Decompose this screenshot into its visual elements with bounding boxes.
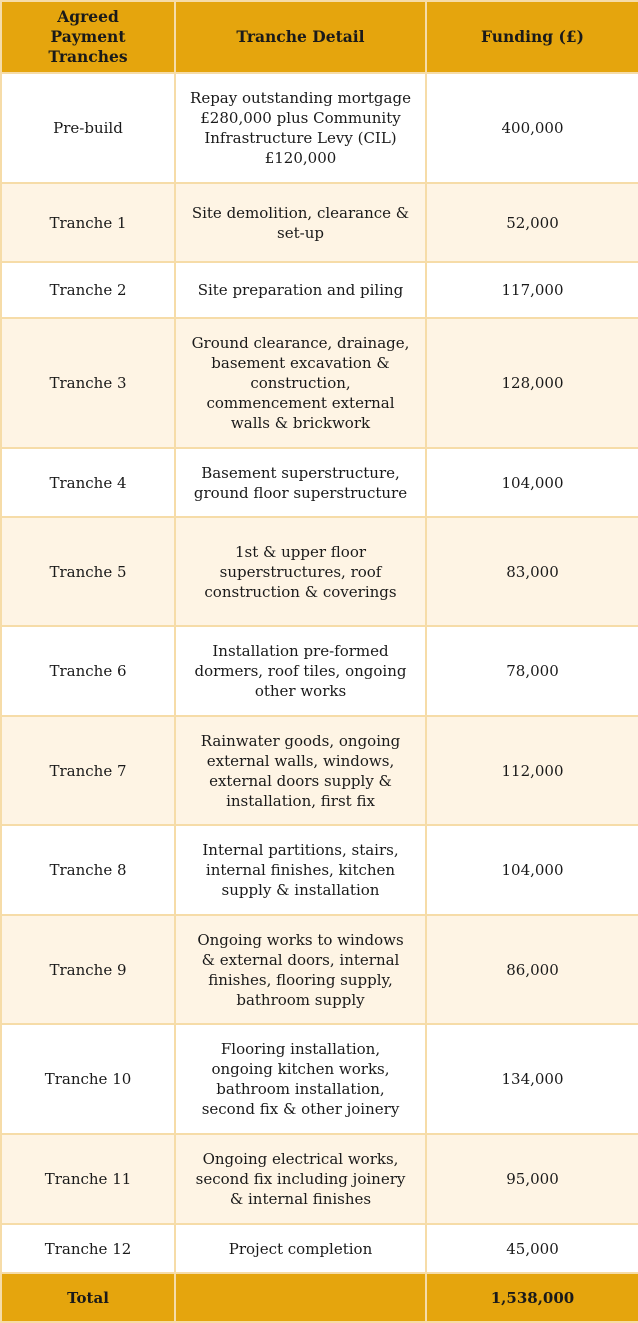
detail-cell: Ongoing electrical works, second fix including joinery & internal finishes [175,1134,426,1224]
detail-cell: Installation pre-formed dormers, roof tiles, ongoing other works [175,626,426,716]
table-row [1,318,638,448]
detail-cell: Ongoing works to windows & external doors, internal finishes, flooring supply, bathroom supply [175,915,426,1024]
header-funding: Funding (£) [426,1,638,73]
tranche-cell: Tranche 1 [1,183,175,262]
funding-cell: 104,000 [426,448,638,517]
total-funding: 1,538,000 [426,1273,638,1322]
tranche-cell: Tranche 3 [1,318,175,448]
detail-cell: Ground clearance, drainage, basement excavation & construction, commencement external walls & brickwork [175,318,426,448]
tranche-cell: Tranche 4 [1,448,175,517]
header-detail: Tranche Detail [175,1,426,73]
table-row [1,915,638,1024]
funding-cell: 117,000 [426,262,638,318]
funding-cell: 400,000 [426,73,638,183]
table-row [1,825,638,915]
tranche-cell: Tranche 7 [1,716,175,825]
table-row [1,1024,638,1134]
detail-cell: Site preparation and piling [175,262,426,318]
table-row [1,626,638,716]
tranche-cell: Tranche 5 [1,517,175,626]
funding-cell: 95,000 [426,1134,638,1224]
funding-cell: 78,000 [426,626,638,716]
tranche-cell: Tranche 9 [1,915,175,1024]
table-row [1,1134,638,1224]
detail-cell: Internal partitions, stairs, internal finishes, kitchen supply & installation [175,825,426,915]
tranche-cell: Tranche 11 [1,1134,175,1224]
funding-cell: 112,000 [426,716,638,825]
detail-cell: 1st & upper floor superstructures, roof construction & coverings [175,517,426,626]
table-row [1,183,638,262]
funding-cell: 128,000 [426,318,638,448]
table-row [1,448,638,517]
detail-cell: Site demolition, clearance & set-up [175,183,426,262]
detail-cell: Flooring installation, ongoing kitchen works, bathroom installation, second fix & other joinery [175,1024,426,1134]
table-row [1,1224,638,1273]
tranche-cell: Tranche 2 [1,262,175,318]
total-row [1,1273,638,1322]
detail-cell: Repay outstanding mortgage £280,000 plus Community Infrastructure Levy (CIL) £120,000 [175,73,426,183]
total-label: Total [1,1273,175,1322]
funding-cell: 45,000 [426,1224,638,1273]
total-detail [175,1273,426,1322]
tranche-cell: Pre-build [1,73,175,183]
detail-cell: Project completion [175,1224,426,1273]
table-row [1,716,638,825]
table-row [1,517,638,626]
detail-cell: Basement superstructure, ground floor superstructure [175,448,426,517]
tranche-cell: Tranche 12 [1,1224,175,1273]
funding-cell: 104,000 [426,825,638,915]
funding-cell: 83,000 [426,517,638,626]
header-row [1,1,638,73]
tranche-cell: Tranche 6 [1,626,175,716]
header-tranche: Agreed Payment Tranches [1,1,175,73]
funding-cell: 134,000 [426,1024,638,1134]
tranche-cell: Tranche 8 [1,825,175,915]
funding-cell: 86,000 [426,915,638,1024]
detail-cell: Rainwater goods, ongoing external walls, windows, external doors supply & installation, first fix [175,716,426,825]
funding-cell: 52,000 [426,183,638,262]
table-row [1,73,638,183]
table-row [1,262,638,318]
tranche-cell: Tranche 10 [1,1024,175,1134]
